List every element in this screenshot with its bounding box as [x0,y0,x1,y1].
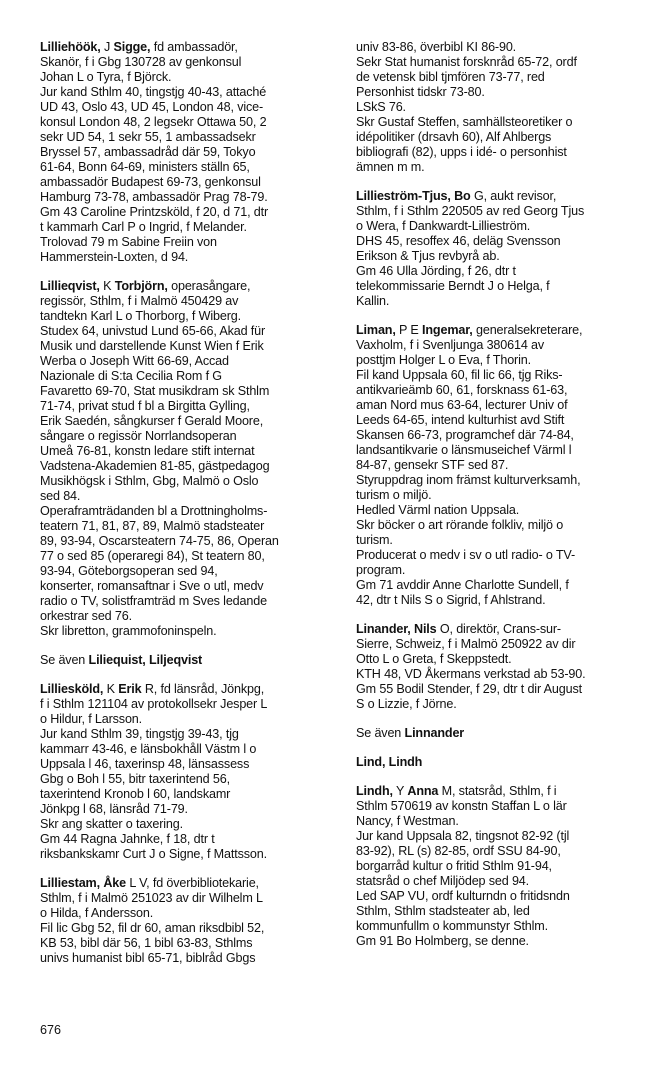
see-also-names: Linnander [404,726,465,740]
entry-surname: Lindh, [356,784,393,798]
entry-surname: Lilliesköld, [40,682,104,696]
entry-lillieskold [40,682,340,862]
see-also-prefix: Se även [356,726,402,740]
right-column [356,40,656,963]
entry-lilliestrom-tjus [356,189,656,309]
entry-given-name: Åke [103,876,126,890]
entry-initials: P E [399,323,419,337]
entry-given-name: Nils [414,622,437,636]
entry-lilliehook [40,40,340,265]
entry-given-name: Anna [407,784,439,798]
entry-initials: Y [396,784,405,798]
entry-body: L V, fd överbibliotekarie, Sthlm, f i Malmö 251023 av dir Wilhelm L o Hilda, f Andersson. Fil lic Gbg 52, fil dr 60, aman riksdbibl 52, KB 53, bibl där 56, 1 bibl 63-83, Sthlms univs humanist bibl 65-71, biblråd Gbgs [40,876,265,965]
entry-body: M, statsråd, Sthlm, f i Sthlm 570619 av konstn Staffan L o lär Nancy, f Westman. Jur kand Uppsala 82, tingsnot 82-92 (tjl 83-92), RL (s) 82-85, ordf SSU 84-90, borgarråd kultur o fritid Sthlm 91-94, statsråd o chef Miljödep sed 94. Led SAP VU, ordf kulturndn o fritidsndn Sthlm, Sthlm stadsteater ab, led kommunfullm o kommunstyr Sthlm. Gm 91 Bo Holmberg, se denne. [356,784,570,948]
entry-initials: K [106,682,115,696]
see-also-liliequist [40,653,340,668]
entry-given-name: Torbjörn, [114,279,168,293]
see-also-linnander [356,726,656,741]
entry-initials: K [103,279,112,293]
page-number: 676 [40,1023,62,1037]
entry-lilliestam-continuation [356,40,656,175]
entry-given-name: Ingemar, [422,323,473,337]
entry-surname: Lillieqvist, [40,279,100,293]
entry-body: univ 83-86, överbibl KI 86-90. Sekr Stat humanist forsknråd 65-72, ordf de vetensk bibl tjmfören 73-77, red Personhist tidskr 73-80. LSkS 76. Skr Gustaf Steffen, samhällsteoretiker o idépolitiker (drsavh 60), Alf Ahlbergs bibliografi (82), upps i idé- o personhist ämnen m m. [356,40,577,174]
entry-surname: Lilliestam, [40,876,100,890]
entry-given-name: Bo [454,189,471,203]
entry-lindh [356,784,656,949]
entry-given-name: Erik [118,682,142,696]
section-heading-lind: Lind, Lindh [356,755,423,769]
see-also-prefix: Se även [40,653,86,667]
entry-body: fd ambassadör, Skanör, f i Gbg 130728 av genkonsul Johan L o Tyra, f Björck. Jur kand Sthlm 40, tingstjg 40-43, attaché UD 43, Oslo 43, UD 45, London 48, vice- konsul London 48, 2 legsekr Ottawa 50, 2 sekr UD 54, 1 sekr 55, 1 ambassadsekr Bryssel 57, ambassadråd där 59, Tokyo 61-64, Bonn 64-69, ministers ställn 65, ambassadör Budapest 69-73, genkonsul Hamburg 73-78, ambassadör Prag 78-79. Gm 43 Caroline Printzsköld, f 20, d 71, dtr t kammarh Carl P o Ingrid, f Melander. Trolovad 79 m Sabine Freiin von Hammerstein-Loxten, d 94. [40,40,269,264]
entry-initials: J [103,40,111,54]
entry-surname: Linander, [356,622,411,636]
entry-surname: Liman, [356,323,396,337]
entry-body: O, direktör, Crans-sur- Sierre, Schweiz, f i Malmö 250922 av dir Otto L o Greta, f Skeppstedt. KTH 48, VD Åkermans verkstad ab 53-90. Gm 55 Bodil Stender, f 29, dtr t dir August S o Lizzie, f Jörne. [356,622,586,711]
entry-liman [356,323,656,608]
entry-surname: Lillieström-Tjus, [356,189,451,203]
entry-body: generalsekreterare, Vaxholm, f i Svenljunga 380614 av posttjm Holger L o Eva, f Thorin. Fil kand Uppsala 60, fil lic 66, tjg Riks- antikvarieämb 60, 61, forsknass 61-63, aman Nord mus 63-64, lecturer Univ of Leeds 64-65, intend kulturhist avd Stift Skansen 66-73, programchef där 74-84, landsantikvarie o länsmuseichef Värml l 84-87, gensekr STF sed 87. Styruppdrag inom främst kulturverksamh, turism o miljö. Hedled Värml nation Uppsala. Skr böcker o art rörande folkliv, miljö o turism. Producerat o medv i sv o utl radio- o TV- program. Gm 71 avddir Anne Charlotte Sundell, f 42, dtr t Nils S o Sigrid, f Ahlstrand. [356,323,583,607]
entry-body: operasångare, regissör, Sthlm, f i Malmö 450429 av tandtekn Karl L o Thorborg, f Wiberg. Studex 64, univstud Lund 65-66, Akad für Musik und darstellende Kunst Wien f Erik Werba o Joseph Witt 66-69, Accad Nazionale di S:ta Cecilia Rom f G Favaretto 69-70, Stat musikdram sk Sthlm 71-74, privat stud f bl a Birgitta Gylling, Erik Saedén, sångkurser f Gerald Moore, sångare o regissör Norrlandsoperan Umeå 76-81, konstn ledare stift internat Vadstena-Akademien 81-85, gästpedagog Musikhögsk i Sthlm, Gbg, Malmö o Oslo sed 84. Operaframträdanden bl a Drottningholms- teatern 71, 81, 87, 89, Malmö stadsteater 89, 93-94, Oscarsteatern 74-75, 86, Operan 77 o sed 85 (operaregi 84), St teatern 80, 93-94, Göteborgsoperan sed 94, konserter, romansaftnar i Sve o utl, medv radio o TV, solistframträd m Sves ledande orkestrar sed 76. Skr libretton, grammofoninspeln. [40,279,279,638]
entry-linander [356,622,656,712]
entry-surname: Lilliehöök, [40,40,101,54]
left-column [40,40,340,980]
entry-lillieqvist [40,279,340,639]
entry-lilliestam [40,876,340,966]
see-also-names: Liliequist, Liljeqvist [88,653,203,667]
entry-body: R, fd länsråd, Jönkpg, f i Sthlm 121104 av protokollsekr Jesper L o Hildur, f Larsson. Jur kand Sthlm 39, tingstjg 39-43, tjg kammarr 43-46, e länsbokhåll Västm l o Uppsala l 46, taxerinsp 48, länsassess Gbg o Boh l 55, bitr taxerintend 56, taxerintend Kronob l 60, landskamr Jönkpg l 68, länsråd 71-79. Skr ang skatter o taxering. Gm 44 Ragna Jahnke, f 18, dtr t riksbankskamr Curt J o Signe, f Mattsson. [40,682,268,861]
entry-given-name: Sigge, [113,40,151,54]
entry-body: G, aukt revisor, Sthlm, f i Sthlm 220505 av red Georg Tjus o Wera, f Dankwardt-Lillieström. DHS 45, resoffex 46, deläg Svensson Erikson & Tjus revbyrå ab. Gm 46 Ulla Jörding, f 26, dtr t telekommissarie Berndt J o Helga, f Kallin. [356,189,585,308]
